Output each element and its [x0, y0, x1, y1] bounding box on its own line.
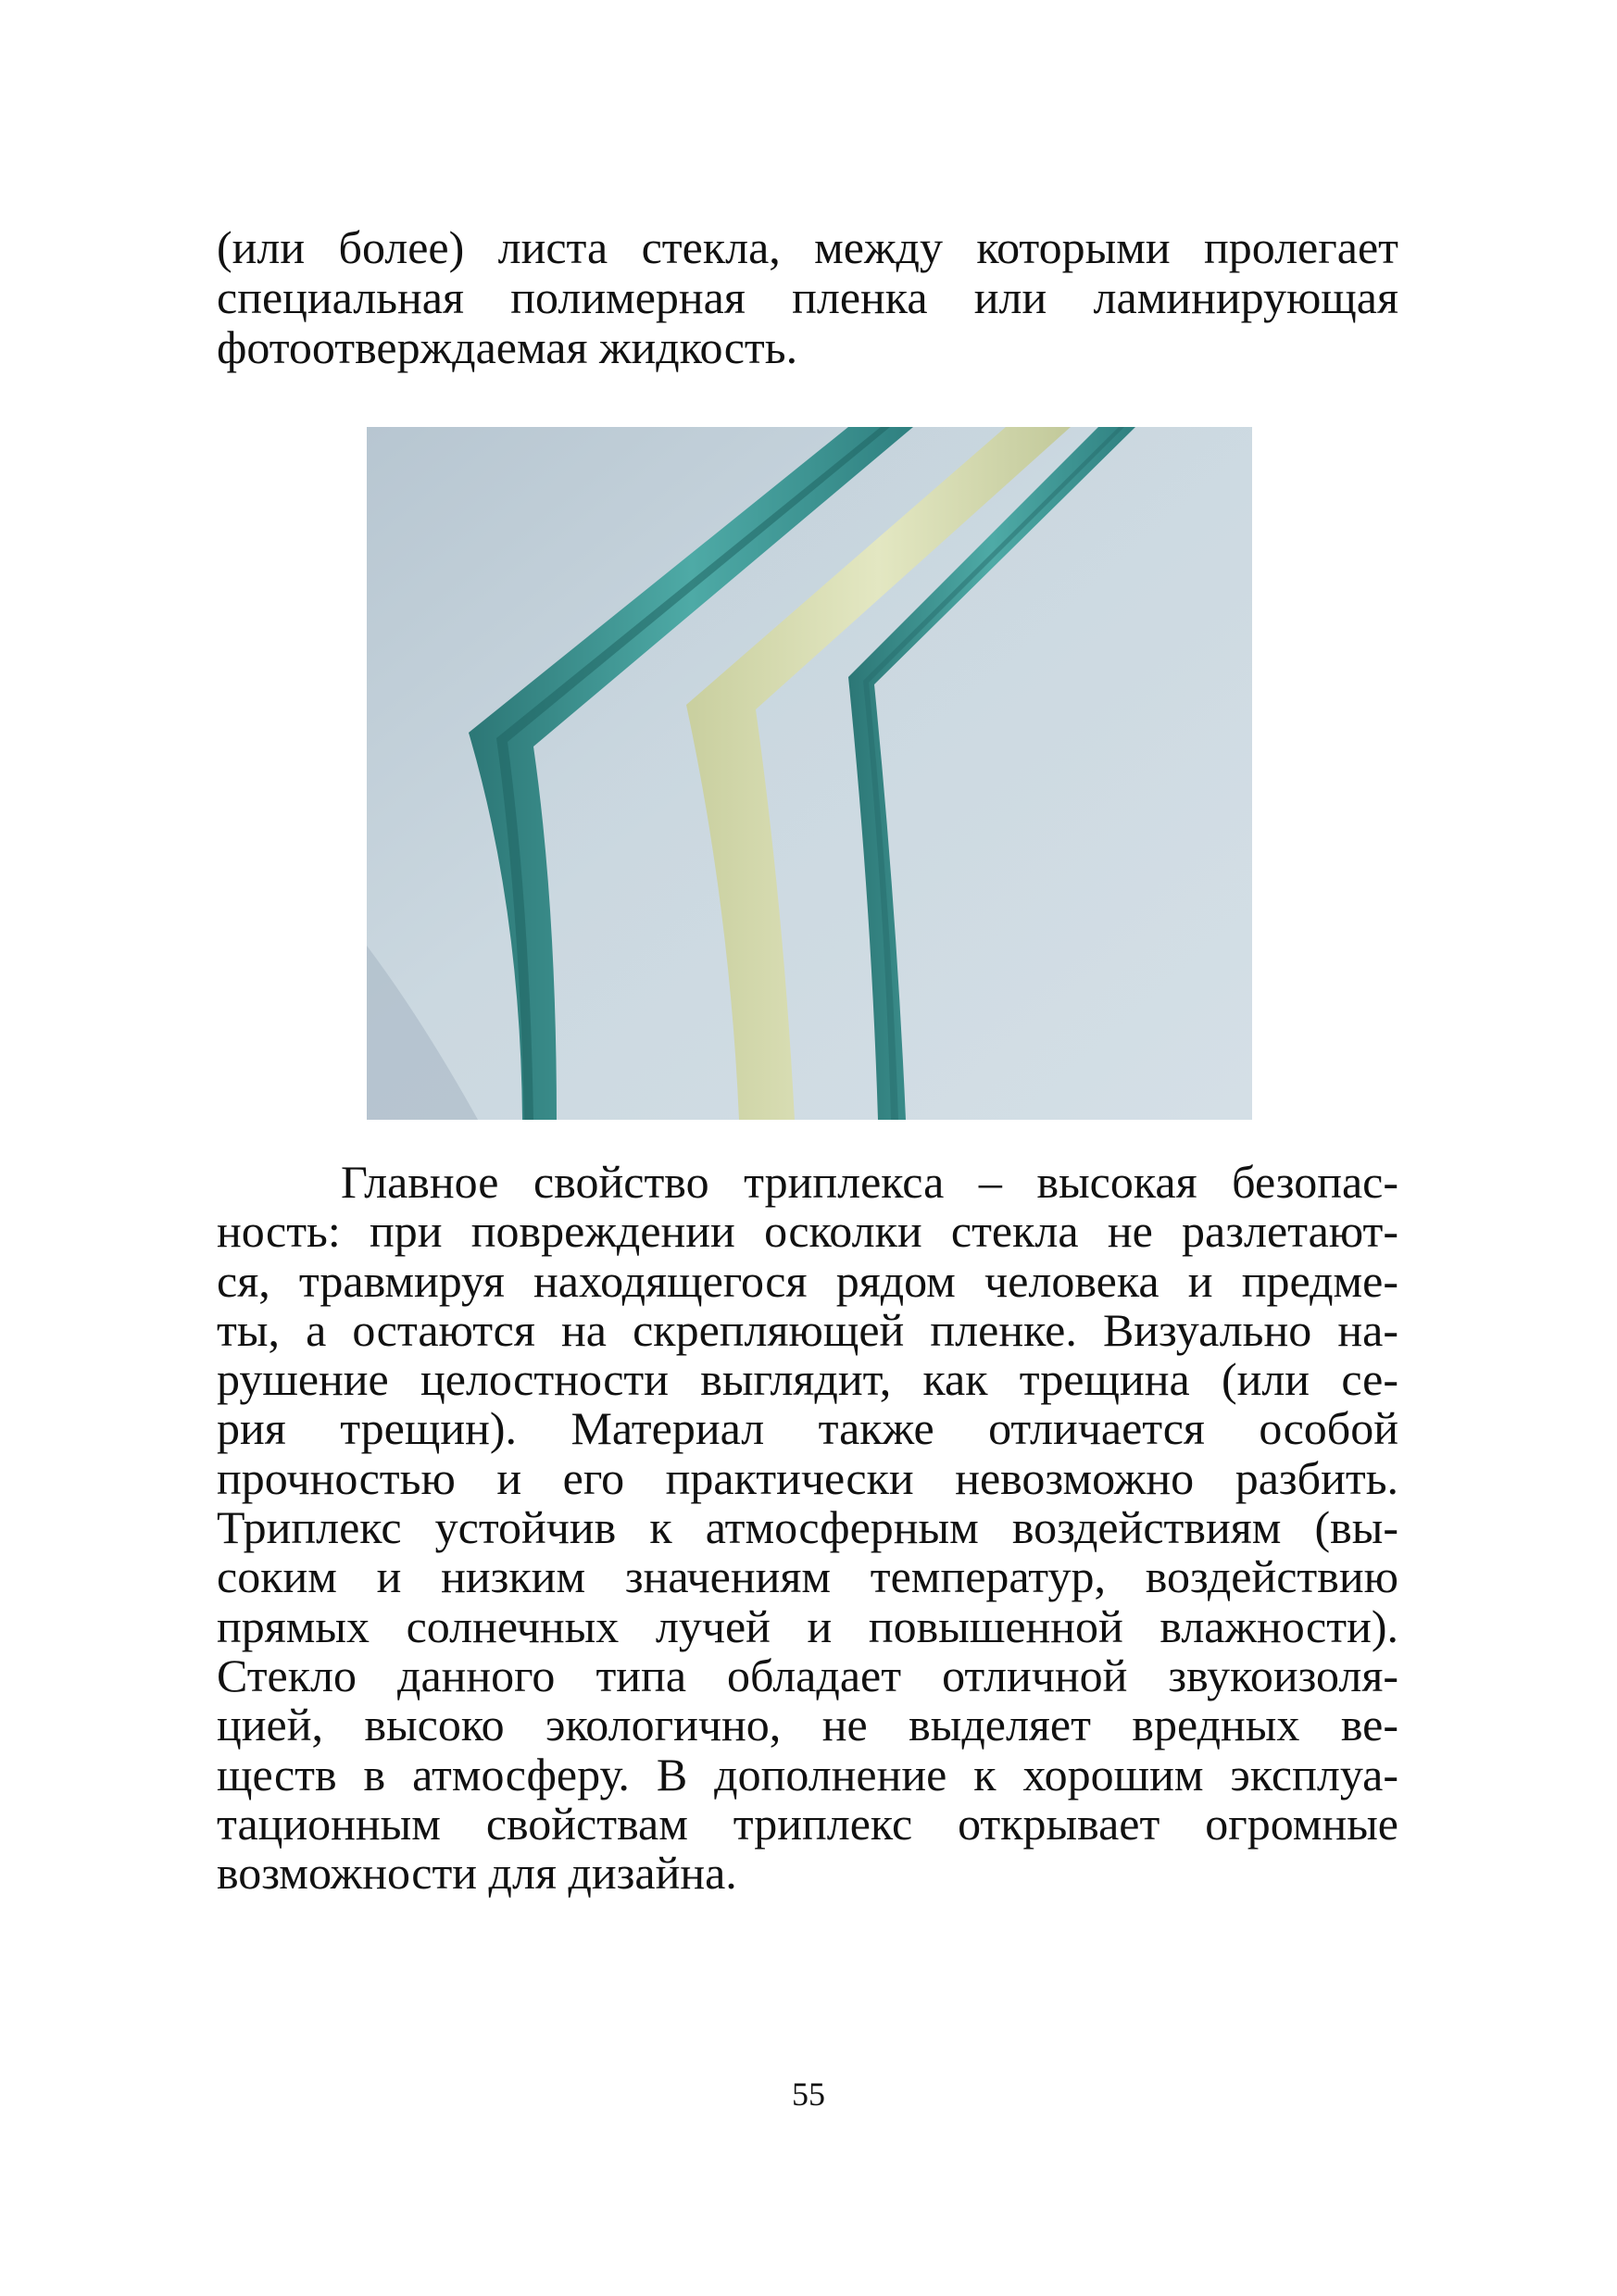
triplex-glass-photo [367, 427, 1252, 1120]
text-line: Стекло данного типа обладает отличной звукоизоля- [217, 1649, 1398, 1701]
text-line: соким и низким значениям температур, воздействию [217, 1550, 1398, 1603]
text-line: рия трещин). Материал также отличается особой [217, 1402, 1398, 1455]
text-line: возможности для дизайна. [217, 1847, 737, 1900]
text-line: специальная полимерная пленка или ламинирующая [217, 271, 1398, 323]
triplex-glass-illustration [367, 427, 1252, 1120]
text-line: ществ в атмосферу. В дополнение к хорошим эксплуа- [217, 1748, 1398, 1800]
text-line: ность: при повреждении осколки стекла не разлетают- [217, 1205, 1398, 1258]
paragraph-main [217, 1158, 1398, 1898]
text-line: ты, а остаются на скрепляющей пленке. Визуально на- [217, 1303, 1398, 1356]
text-line: прочностью и его практически невозможно разбить. [217, 1451, 1398, 1504]
page-number: 55 [792, 2076, 825, 2113]
text-line: цией, высоко экологично, не выделяет вредных ве- [217, 1699, 1398, 1751]
text-line: тационным свойствам триплекс открывает огромные [217, 1797, 1398, 1850]
text-line: ся, травмируя находящегося рядом человека и предме- [217, 1254, 1398, 1307]
text-line: Триплекс устойчив к атмосферным воздействиям (вы- [217, 1501, 1398, 1554]
text-line: рушение целостности выглядит, как трещина (или се- [217, 1353, 1398, 1406]
text-line: Главное свойство триплекса – высокая безопас- [341, 1156, 1398, 1208]
text-line: прямых солнечных лучей и повышенной влажности). [217, 1600, 1398, 1652]
text-line: (или более) листа стекла, между которыми пролегает [217, 221, 1398, 273]
text-line: фотоотверждаемая жидкость. [217, 321, 798, 373]
paragraph-intro [217, 222, 1398, 372]
